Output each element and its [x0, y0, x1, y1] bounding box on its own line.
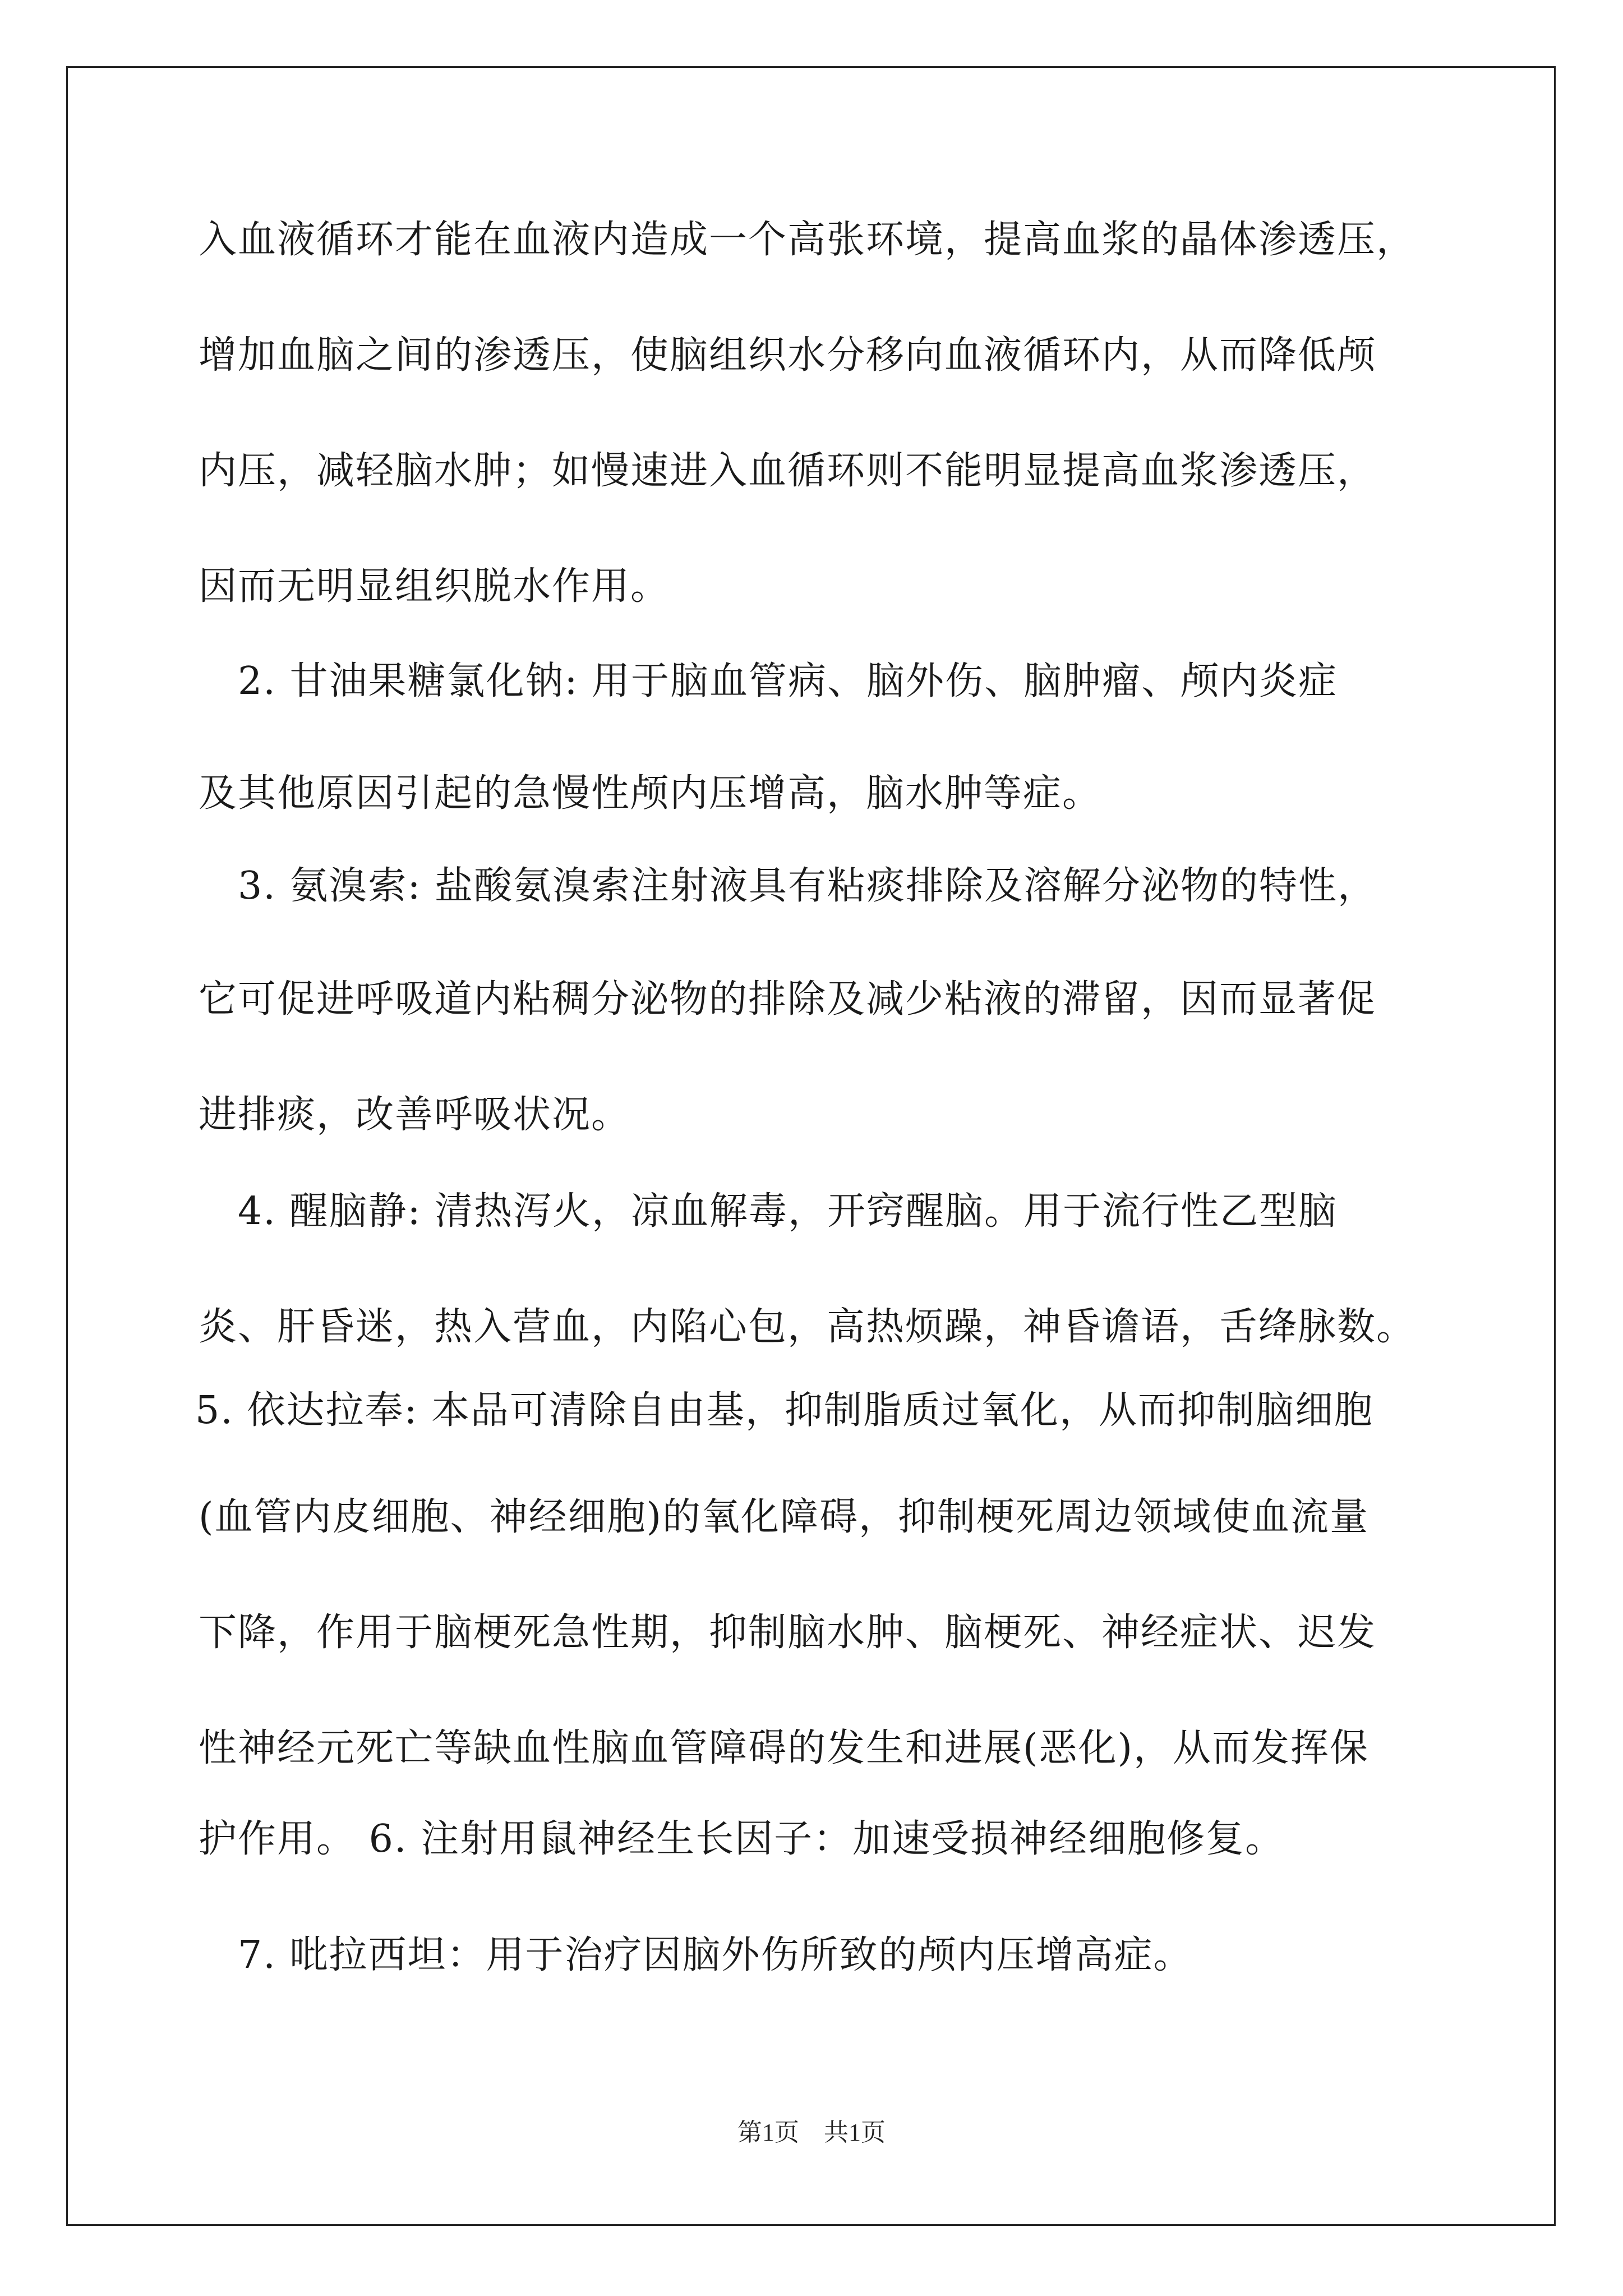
text-line: 3. 氨溴索: 盐酸氨溴索注射液具有粘痰排除及溶解分泌物的特性，	[199, 864, 1377, 908]
text-line: 内压，减轻脑水肿；如慢速进入血循环则不能明显提高血浆渗透压，	[199, 449, 1377, 493]
text-line: 增加血脑之间的渗透压，使脑组织水分移向血液循环内，从而降低颅	[199, 333, 1377, 378]
text-line: 它可促进呼吸道内粘稠分泌物的排除及减少粘液的滞留，因而显著促	[199, 977, 1377, 1022]
text-line: 进排痰，改善呼吸状况。	[199, 1093, 631, 1137]
text-line: 炎、肝昏迷，热入营血，内陷心包，高热烦躁，神昏谵语，舌绛脉数。	[199, 1305, 1416, 1349]
text-line: 7. 吡拉西坦：用于治疗因脑外伤所致的颅内压增高症。	[199, 1933, 1193, 1977]
text-line: 5. 依达拉奉: 本品可清除自由基，抑制脂质过氧化，从而抑制脑细胞	[195, 1388, 1374, 1433]
text-line: 性神经元死亡等缺血性脑血管障碍的发生和进展(恶化)，从而发挥保	[199, 1726, 1370, 1770]
text-line: 入血液循环才能在血液内造成一个高张环境，提高血浆的晶体渗透压，	[199, 218, 1416, 262]
page-border	[66, 66, 1556, 2226]
text-line: 2. 甘油果糖氯化钠: 用于脑血管病、脑外伤、脑肿瘤、颅内炎症	[199, 659, 1338, 703]
text-line: 因而无明显组织脱水作用。	[199, 564, 670, 609]
text-line: 4. 醒脑静: 清热泻火，凉血解毒，开窍醒脑。用于流行性乙型脑	[199, 1189, 1338, 1234]
page-number-footer: 第1页 共1页	[737, 2119, 886, 2146]
text-line: 下降，作用于脑梗死急性期，抑制脑水肿、脑梗死、神经症状、迟发	[199, 1611, 1377, 1655]
text-line: (血管内皮细胞、神经细胞)的氧化障碍，抑制梗死周边领域使血流量	[199, 1495, 1370, 1539]
text-line: 及其他原因引起的急慢性颅内压增高，脑水肿等症。	[199, 771, 1102, 816]
text-line: 护作用。 6. 注射用鼠神经生长因子：加速受损神经细胞修复。	[199, 1817, 1285, 1861]
